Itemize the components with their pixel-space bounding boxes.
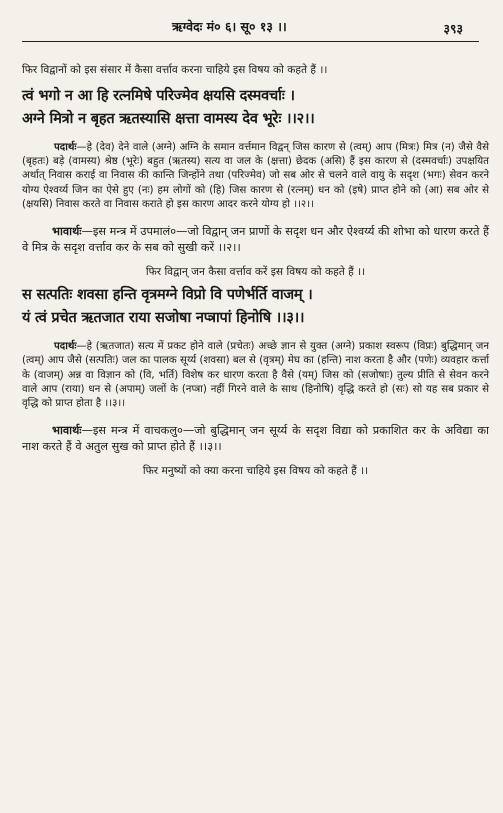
page-number: ३९३ <box>443 21 463 36</box>
bhavartha-2 <box>22 423 489 454</box>
header-title: ऋग्वेदः मं० ६। सू० १३ ।। <box>172 19 287 34</box>
bhavartha-1-label: भावार्थः <box>52 225 82 239</box>
bhavartha-1-text: —इस मन्त्र में उपमालं०—जो विद्वान् जन प्राणों के सदृश धन और ऐश्वर्य्य की शोभा को धारण करते हैं वे मित्र के सदृश वर्त्ताव कर के सब को सुखी करें ।।२।। <box>22 225 490 254</box>
intro-line-2: फिर विद्वान् जन कैसा वर्त्ताव करें इस विषय को कहते हैं ।। <box>145 266 366 279</box>
mantra-1-line-1: त्वं भगो न आ हि रत्नमिषे परिज्मेव क्षयसि दस्मवर्चाः । <box>22 87 295 104</box>
header-rule <box>22 41 479 42</box>
padartha-1-text: —हे (देव) देने वाले (अग्ने) अग्नि के समान वर्त्तमान विद्वन् जिस कारण से (त्वम्) आप (मित्रः) मित्र (न) जैसे वैसे (बृहतः) बड़े (वामस्य) श्रेष्ठ (भूरेः) बहुत (ऋतस्य) सत्य वा जल के (क्षत्ता) छेदक (असि) हैं इस कारण से (दस्मवर्चाः) उपक्षयित अर्थात् निवास कराई वा निवास की कान्ति जिन्होंने तथा (परिज्मेव) जो सब ओर से चलने वाले वायु के सदृश (भगः) सेवन करने योग्य ऐश्वर्य्य जिन का ऐसे हुए (नः) हम लोगों को (हि) जिस कारण से (रत्नम्) धन को (इषे) प्राप्त होने को (आ) सब ओर से (क्षयसि) निवास करते वा निवास कराते हो इस कारण आदर करने योग्य हो ।।२।। <box>22 142 489 210</box>
padartha-1-label: पदार्थः <box>54 142 77 153</box>
intro-line-1: फिर विद्वानों को इस संसार में कैसा वर्त्ताव करना चाहिये इस विषय को कहते हैं ।। <box>22 64 328 76</box>
bhavartha-2-label: भावार्थः <box>52 424 82 438</box>
mantra-2-line-2: यं त्वं प्रचेत ऋतजात राया सजोषा नप्त्रापां हिनोषि ।।३।। <box>22 309 305 327</box>
padartha-1 <box>22 141 489 212</box>
padartha-2-text: —हे (ऋतजात) सत्य में प्रकट होने वाले (प्रचेतः) अच्छे ज्ञान से युक्त (अग्ने) प्रकाश स्वरूप (विप्रः) बुद्धिमान् जन (त्वम्) आप जैसे (सत्पतिः) जल का पालक सूर्य्य (शवसा) बल से (वृत्रम्) मेघ का (हन्ति) नाश करता है और (पणेः) व्यवहार कर्त्ता के (वाजम्) अन्न वा विज्ञान को (वि, भर्ति) विशेष कर धारण करता है वैसे (यम्) जिस को (सजोषाः) तुल्य प्रीति से सेवन करने वाले आप (राया) धन से (अपाम्) जलों के (नप्त्रा) नहीं गिरने वाले के साथ (हिनोषि) वृद्धि करते हो (सः) सो यह सब प्रकार से वृद्धि को प्राप्त होता है ।।३।। <box>22 341 489 410</box>
padartha-2 <box>22 340 489 411</box>
bhavartha-1 <box>22 224 489 255</box>
page-body <box>22 63 489 484</box>
intro-line-3: फिर मनुष्यों को क्या करना चाहिये इस विषय को कहते हैं ।। <box>142 465 369 478</box>
mantra-1-line-2: अग्ने मित्रो न बृहत ऋतस्यासि क्षत्ता वामस्य देव भूरेः ।।२।। <box>22 110 315 127</box>
bhavartha-2-text: —इस मन्त्र में वाचकलु०—जो बुद्धिमान् जन सूर्य्य के सदृश विद्या को प्रकाशित कर के अविद्या का नाश करते हैं वे अतुल सुख को प्राप्त होते हैं ।।३।। <box>22 424 489 453</box>
mantra-2-line-1: स सत्पतिः शवसा हन्ति वृत्रमग्ने विप्रो वि पणेर्भर्ति वाजम् । <box>22 286 313 304</box>
running-header <box>22 0 487 40</box>
padartha-2-label: पदार्थः <box>54 341 77 353</box>
